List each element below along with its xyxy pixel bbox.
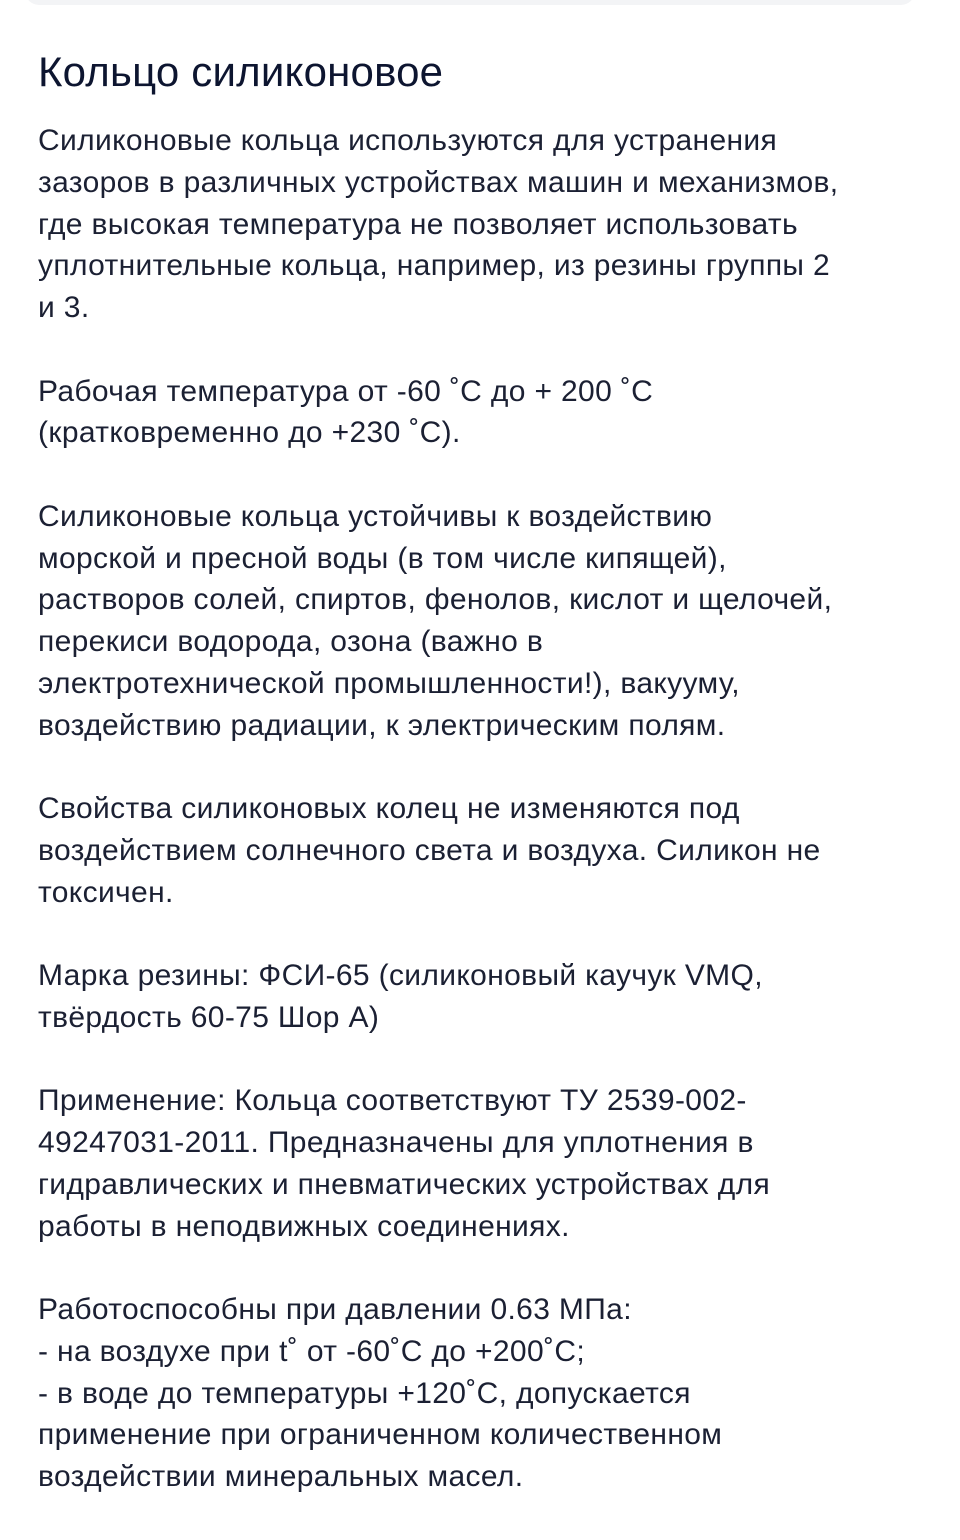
text-line: (кратковременно до +230 ˚С). <box>38 416 461 450</box>
text-line: и 3. <box>38 291 90 324</box>
text-line: работы в неподвижных соединениях. <box>38 1209 570 1243</box>
description-paragraph <box>38 371 938 455</box>
text-line: морской и пресной воды (в том числе кипящей), <box>38 541 727 575</box>
text-line: воздействием солнечного света и воздуха. Силикон не <box>38 833 821 867</box>
text-line: Рабочая температура от -60 ˚С до + 200 ˚С <box>38 374 654 408</box>
description-paragraph <box>38 788 938 913</box>
description-paragraph <box>38 1080 938 1247</box>
text-line: Силиконовые кольца используются для устранения <box>38 124 778 157</box>
text-line: Применение: Кольца соответствуют ТУ 2539-002- <box>38 1084 747 1118</box>
top-card <box>25 0 915 5</box>
text-line: электротехнической промышленности!), вакууму, <box>38 666 740 700</box>
text-line: токсичен. <box>38 875 174 909</box>
text-line: уплотнительные кольца, например, из резины группы 2 <box>38 249 831 283</box>
text-line: - в воде до температуры +120˚С, допускается <box>38 1376 691 1410</box>
text-line: перекиси водорода, озона (важно в <box>38 625 544 658</box>
description-paragraph <box>38 955 938 1039</box>
text-line: Силиконовые кольца устойчивы к воздействию <box>38 499 713 533</box>
text-line: применение при ограниченном количественном <box>38 1418 723 1452</box>
product-description <box>38 120 938 1540</box>
text-line: твёрдость 60-75 Шор А) <box>38 1000 380 1034</box>
description-paragraph <box>38 120 938 329</box>
text-line: растворов солей, спиртов, фенолов, кислот и щелочей, <box>38 583 833 617</box>
text-line: - на воздухе при t˚ от -60˚С до +200˚С; <box>38 1334 586 1368</box>
text-line: воздействии минеральных масел. <box>38 1460 524 1493</box>
description-paragraph <box>38 496 938 747</box>
text-line: где высокая температура не позволяет использовать <box>38 207 798 241</box>
description-paragraph <box>38 1289 938 1498</box>
text-line: Свойства силиконовых колец не изменяются под <box>38 792 740 825</box>
text-line: гидравлических и пневматических устройствах для <box>38 1167 771 1201</box>
text-line: воздействию радиации, к электрическим полям. <box>38 708 726 742</box>
text-line: зазоров в различных устройствах машин и механизмов, <box>38 165 839 199</box>
text-line: Работоспособны при давлении 0.63 МПа: <box>38 1293 632 1326</box>
text-line: Марка резины: ФСИ-65 (силиконовый каучук VMQ, <box>38 959 763 992</box>
page-title: Кольцо силиконовое <box>38 48 444 95</box>
text-line: 49247031-2011. Предназначены для уплотнения в <box>38 1126 754 1159</box>
